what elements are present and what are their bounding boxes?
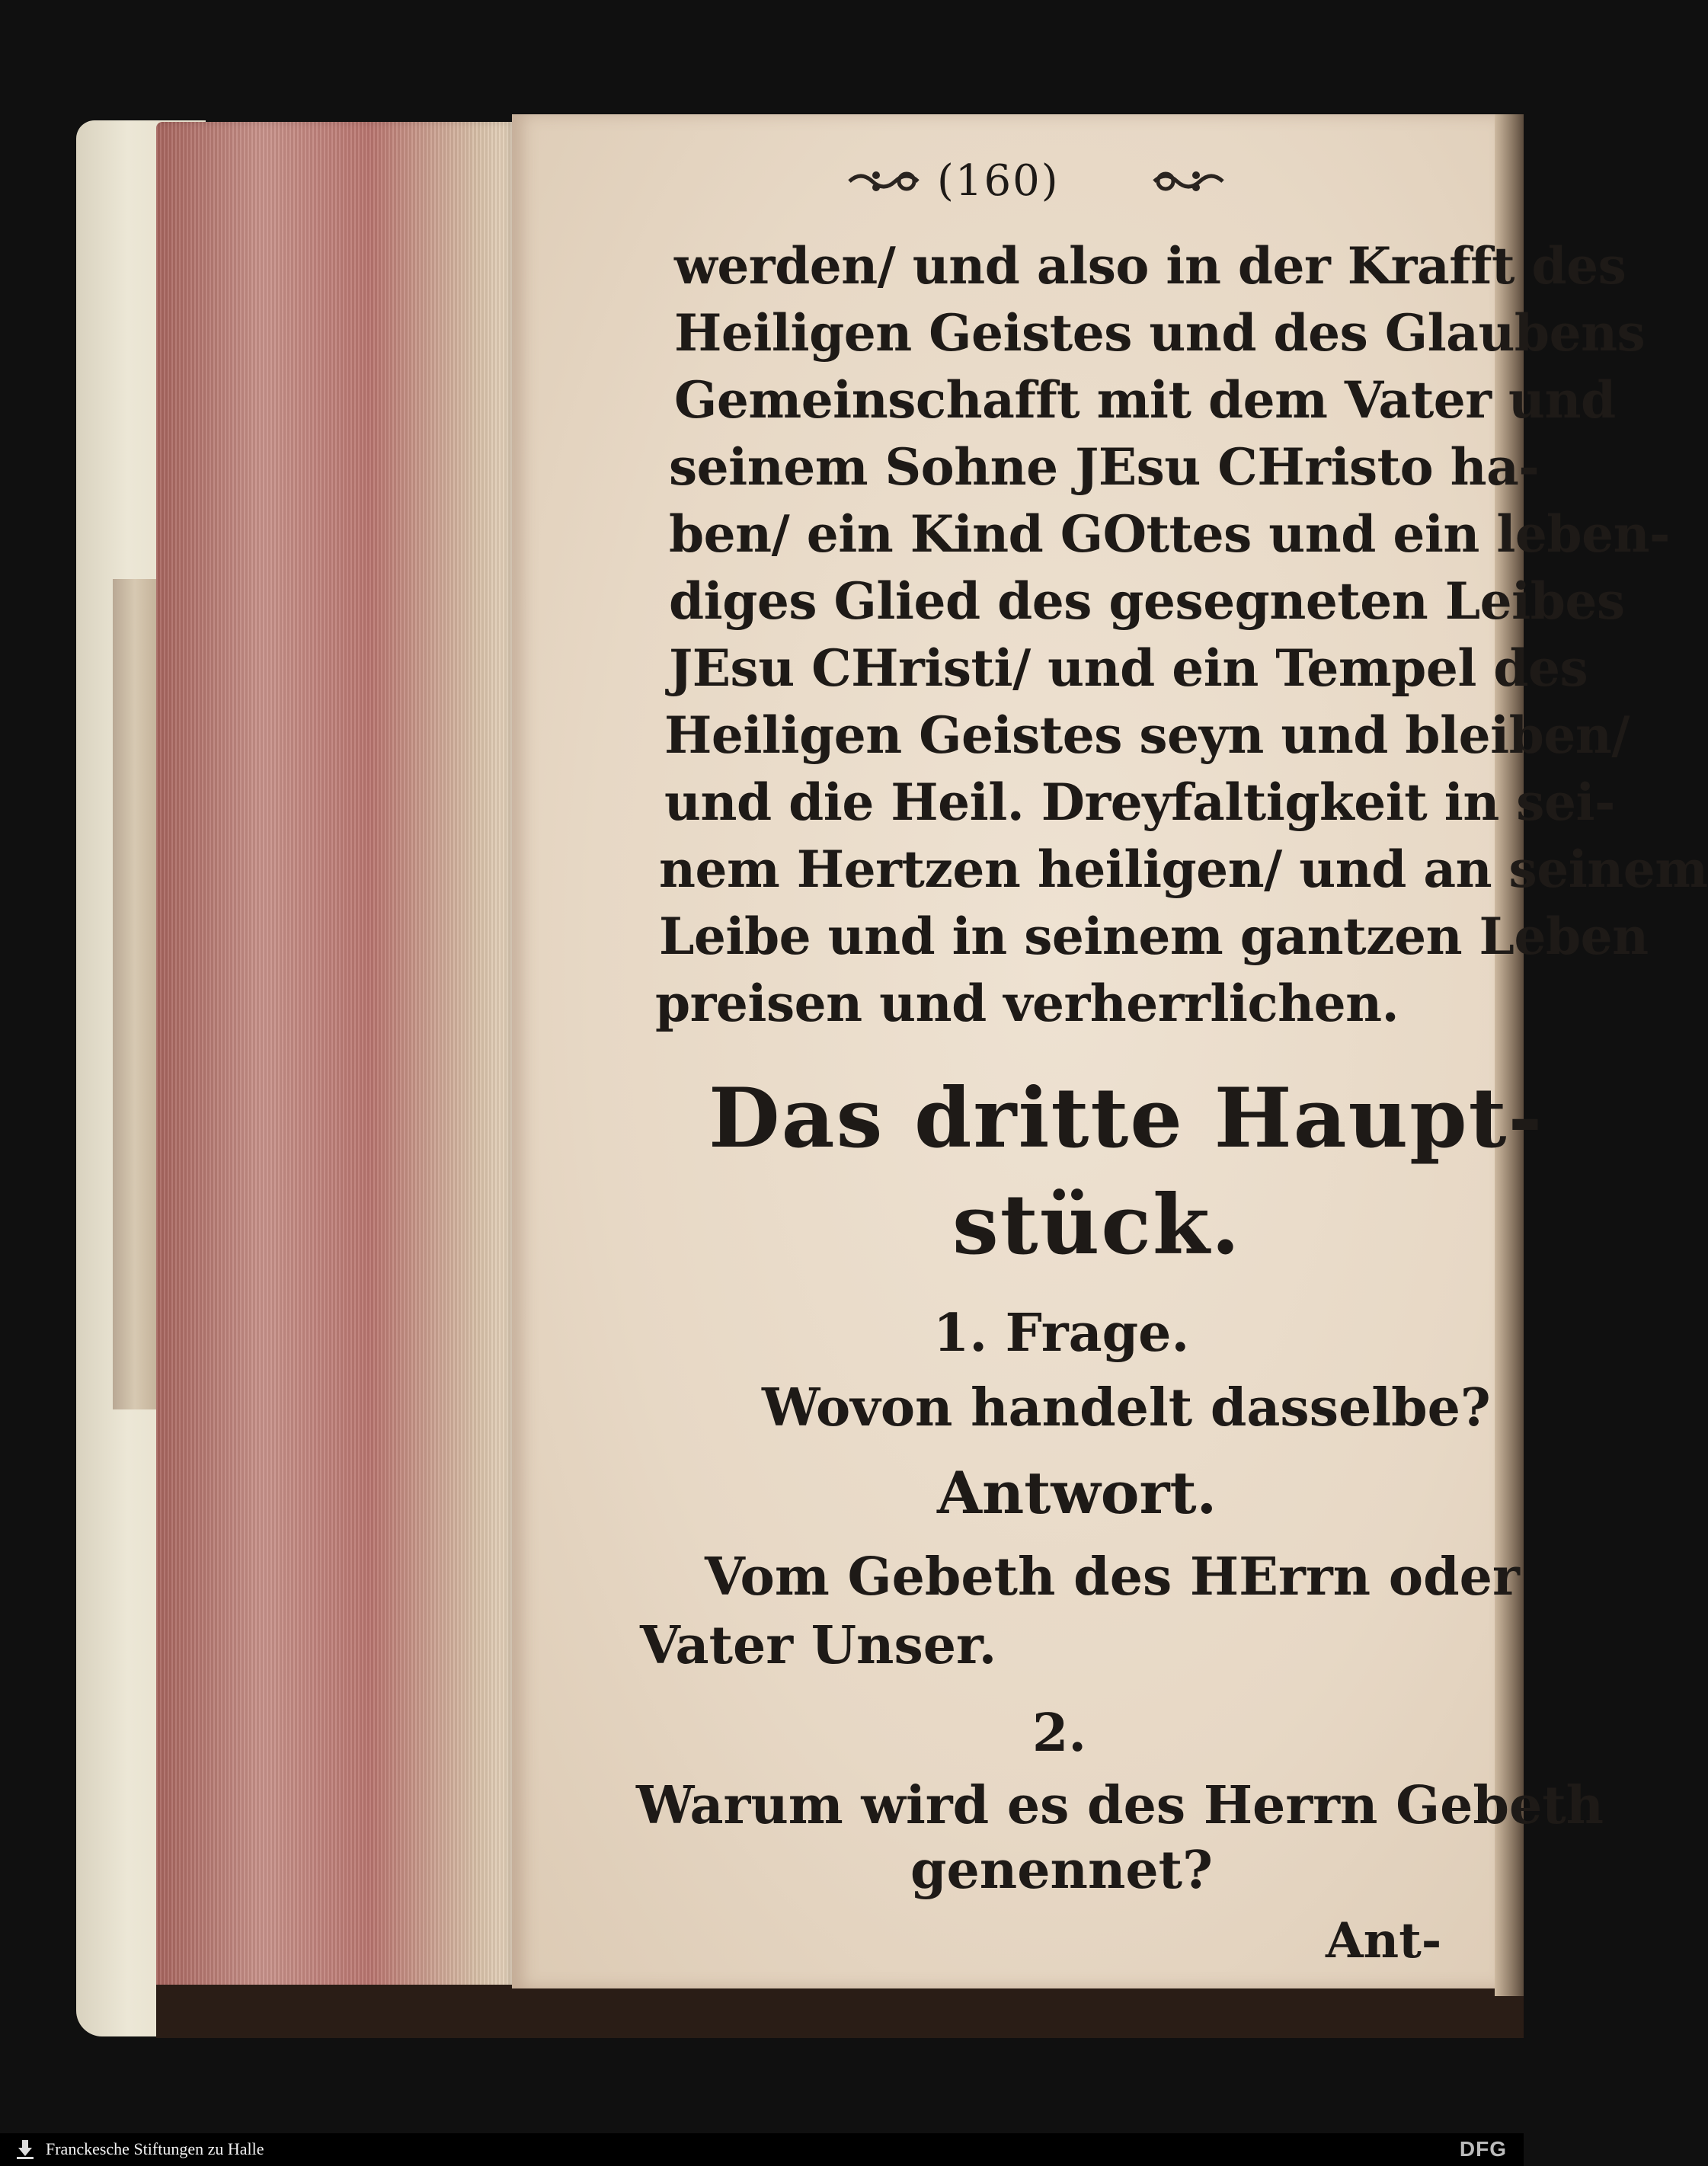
answer-line: Vater Unser.	[640, 1615, 997, 1676]
book-bottom-edge	[156, 1985, 1524, 2038]
section-heading-continued: stück.	[952, 1177, 1242, 1273]
body-line: preisen und verherrlichen.	[655, 974, 1399, 1033]
body-line: nem Hertzen heiligen/ und an seinem	[659, 840, 1708, 899]
question-text: Wovon handelt dasselbe?	[762, 1377, 1491, 1438]
answer-line: Vom Gebeth des HErrn oder	[705, 1547, 1520, 1608]
body-line: Leibe und in seinem gantzen Leben	[659, 907, 1649, 966]
institution-name: Franckesche Stiftungen zu Halle	[46, 2139, 264, 2158]
question-text: genennet?	[910, 1840, 1213, 1901]
body-line: werden/ und also in der Krafft des	[674, 236, 1626, 296]
body-line: und die Heil. Dreyfaltigkeit in sei-	[664, 773, 1615, 832]
body-line: Heiligen Geistes seyn und bleiben/	[664, 705, 1630, 765]
dfg-logo: DFG	[1459, 2137, 1507, 2161]
section-heading: Das dritte Haupt-	[708, 1070, 1544, 1166]
catchword: Ant-	[1326, 1912, 1442, 1969]
cover-inner-strip	[113, 579, 157, 1409]
viewer-footer	[0, 2133, 1524, 2166]
page-fore-edge	[156, 122, 514, 1996]
body-line: ben/ ein Kind GOttes und ein leben-	[669, 504, 1670, 564]
body-line: Gemeinschafft mit dem Vater und	[674, 370, 1616, 430]
body-line: seinem Sohne JEsu CHristo ha-	[669, 437, 1540, 497]
left-ornament-icon	[846, 165, 929, 198]
institution-crest-icon	[14, 2138, 37, 2161]
body-line: Heiligen Geistes und des Glaubens	[674, 303, 1646, 363]
right-ornament-icon	[1143, 165, 1227, 198]
answer-label: Antwort.	[937, 1459, 1217, 1527]
body-line: diges Glied des gesegneten Leibes	[669, 571, 1625, 631]
body-line: JEsu CHristi/ und ein Tempel des	[669, 638, 1588, 698]
question-number: 2.	[1032, 1703, 1086, 1764]
page-number: (160)	[937, 156, 1060, 206]
question-label: 1. Frage.	[933, 1303, 1190, 1364]
question-text: Warum wird es des Herrn Gebeth	[636, 1775, 1604, 1836]
